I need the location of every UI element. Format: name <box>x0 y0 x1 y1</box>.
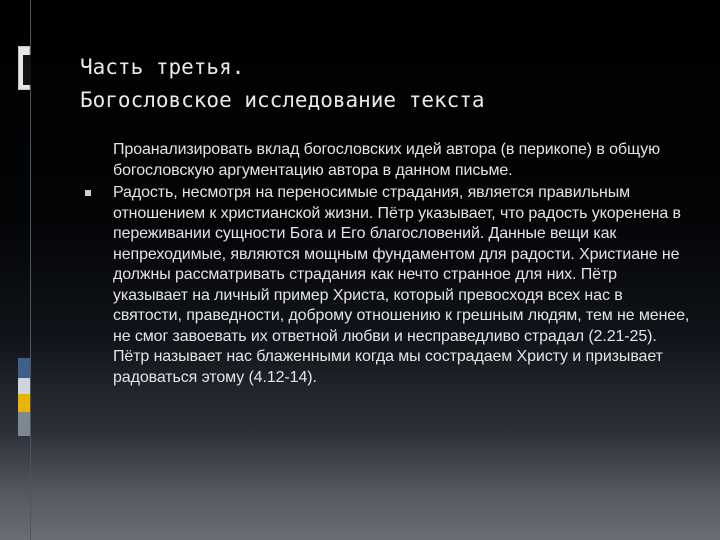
decorative-bar-middle <box>18 358 30 436</box>
slide-title <box>80 51 680 117</box>
decorative-bar-top-inner <box>23 55 31 85</box>
slide-body <box>113 140 693 388</box>
slide-title-line-1: Часть третья. <box>80 55 245 79</box>
decorative-stripe-yellow <box>18 394 30 412</box>
paragraph-1: Проанализировать вклад богословских идей автора (в перикопе) в общую богословскую аргументацию автора в данном письме. <box>113 141 661 179</box>
decorative-stripe-light <box>18 378 30 394</box>
bullet-item <box>113 183 693 388</box>
decorative-stripe-blue <box>18 358 30 378</box>
decorative-bar-top <box>18 46 30 90</box>
paragraph-2: Радость, несмотря на переносимые страдания, является правильным отношением к христианской жизни. Пётр указывает, что радость укоренена в переживании сущности Бога и Его благословений. Данные вещи как непреходимые, являются мощным фундаментом для радости. Христиане не должны рассматривать страдания как нечто странное для них. Пётр указывает на личный пример Христа, который превосходя всех нас в святости, праведности, доброму отношению к грешным людям, тем не менее, не смог завоевать их ответной любви и несправедливо страдал (2.21-25). Пётр называет нас блаженными когда мы сострадаем Христу и призывает радоваться этому (4.12-14). <box>113 184 690 386</box>
decorative-stripe-gray <box>18 412 30 436</box>
square-bullet-icon <box>85 190 91 196</box>
slide-title-line-2: Богословское исследование текста <box>80 88 485 112</box>
